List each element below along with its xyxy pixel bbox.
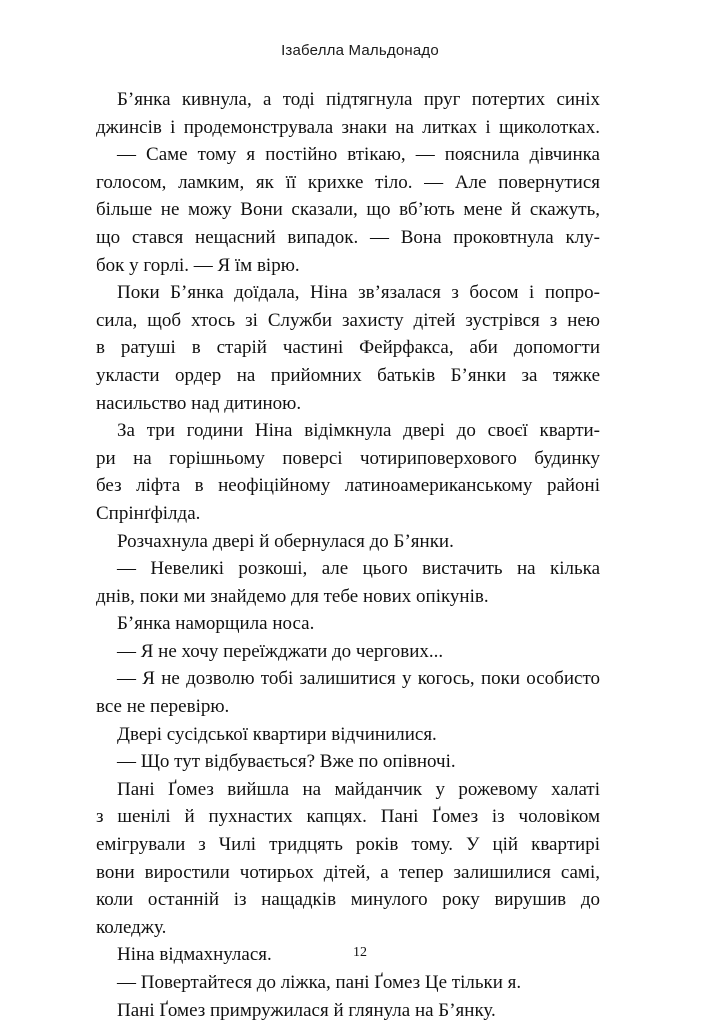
text-line: — Я не дозволю тобі залишитися у когось, поки особисто	[117, 668, 600, 690]
body-text	[96, 86, 600, 1024]
text-line: джинсів і продемонструвала знаки на литках і щиколотках.	[96, 116, 600, 138]
text-line: з шенілі й пухнастих капцях. Пані Ґомез із чоловіком	[96, 806, 600, 828]
text-line: укласти ордер на прийомних батьків Б’янки за тяжке	[96, 364, 600, 386]
text-line: — Саме тому я постійно втікаю, — пояснила дівчинка	[117, 144, 600, 166]
text-line: Ніна відмахнулася.	[117, 944, 272, 966]
text-line: вони виростили чотирьох дітей, а тепер залишилися самі,	[96, 861, 600, 883]
text-line: без ліфта в неофіційному латиноамериканському районі	[96, 475, 600, 497]
text-line: сила, щоб хтось зі Служби захисту дітей зустрівся з нею	[96, 309, 600, 331]
text-line: — Невеликі розкоші, але цього вистачить на кілька	[117, 558, 600, 580]
text-line: Б’янка наморщила носа.	[117, 613, 315, 635]
text-line: Двері сусідської квартири відчинилися.	[117, 723, 437, 745]
text-line: — Я не хочу переїжджати до чергових...	[117, 640, 444, 662]
text-line: насильство над дитиною.	[96, 392, 302, 414]
text-line: бок у горлі. — Я їм вірю.	[96, 254, 300, 276]
text-line: емігрували з Чилі тридцять років тому. У цій квартирі	[96, 834, 600, 856]
text-line: коли останній із нащадків минулого року вирушив до	[96, 889, 600, 911]
text-line: Пані Ґомез примружилася й глянула на Б’янку.	[117, 999, 496, 1021]
text-line: Б’янка кивнула, а тоді підтягнула пруг потертих синіх	[117, 89, 600, 110]
text-line: днів, поки ми знайдемо для тебе нових опікунів.	[96, 585, 489, 607]
text-line: Поки Б’янка доїдала, Ніна зв’язалася з босом і попро-	[117, 282, 600, 304]
text-line: Спрінґфілда.	[96, 502, 201, 524]
text-line: Пані Ґомез вийшла на майданчик у рожевому халаті	[117, 778, 600, 800]
text-line: більше не можу Вони сказали, що вб’ють мене й скажуть,	[96, 199, 600, 221]
text-line: голосом, ламким, як її крихке тіло. — Але повернутися	[96, 171, 600, 193]
page-number: 12	[353, 945, 367, 960]
text-line: коледжу.	[96, 916, 167, 938]
text-line: ри на горішньому поверсі чотириповерхового будинку	[96, 447, 600, 469]
text-line: За три години Ніна відімкнула двері до своєї кварти-	[117, 420, 600, 442]
text-line: — Повертайтеся до ліжка, пані Ґомез Це тільки я.	[117, 972, 522, 993]
text-line: в ратуші в старій частині Фейрфакса, аби допомогти	[96, 337, 600, 359]
running-head: Ізабелла Мальдонадо	[281, 42, 439, 59]
text-line: що стався нещасний випадок. — Вона проковтнула клу-	[96, 226, 600, 248]
text-line: все не перевірю.	[96, 696, 230, 718]
text-line: — Що тут відбувається? Вже по опівночі.	[117, 751, 456, 773]
text-line: Розчахнула двері й обернулася до Б’янки.	[117, 530, 454, 552]
